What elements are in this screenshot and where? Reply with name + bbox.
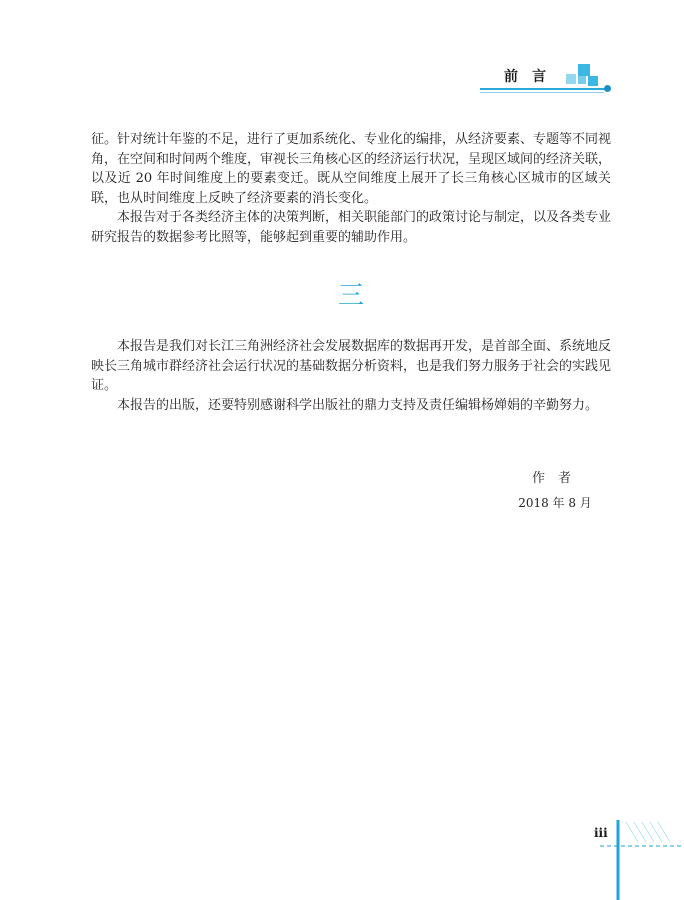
- body-paragraph: 本报告是我们对长江三角洲经济社会发展数据库的数据再开发，是首部全面、系统地反映长三角城市群经济社会运行状况的基础数据分析资料，也是我们努力服务于社会的实践见证。: [91, 339, 612, 393]
- header-square-ornament: [588, 76, 598, 86]
- footer-ornament: [600, 820, 684, 900]
- signature-block: [500, 470, 610, 512]
- section-heading: 三: [337, 281, 364, 311]
- body-paragraph: 本报告对于各类经济主体的决策判断，相关职能部门的政策讨论与制定，以及各类专业研究报告的数据参考比照等，能够起到重要的辅助作用。: [91, 210, 612, 245]
- page-body: [91, 130, 611, 415]
- header-rule: [480, 88, 608, 90]
- signature-author: 作者: [531, 471, 584, 486]
- header-dot-ornament: [604, 85, 611, 92]
- page-number: iii: [594, 826, 608, 840]
- running-header: [480, 64, 620, 96]
- body-paragraph: 征。针对统计年鉴的不足，进行了更加系统化、专业化的编排，从经济要素、专题等不同视角，在空间和时间两个维度，审视长三角核心区的经济运行状况，呈现区域间的经济关联，以及近 20 年时间维度上的要素变迁。既从空间维度上展开了长三角核心区城市的区域关联，也从时间维度上反映了经济要素的消长变化。: [91, 132, 612, 206]
- header-square-ornament: [578, 76, 586, 84]
- header-rule-light: [480, 92, 604, 93]
- body-paragraph: 本报告的出版，还要特别感谢科学出版社的鼎力支持及责任编辑杨婵娟的辛勤努力。: [117, 397, 599, 413]
- header-square-ornament: [566, 74, 576, 84]
- signature-date: 2018 年 8 月: [518, 496, 592, 510]
- header-square-ornament: [578, 64, 590, 76]
- header-title: 前言: [504, 69, 560, 85]
